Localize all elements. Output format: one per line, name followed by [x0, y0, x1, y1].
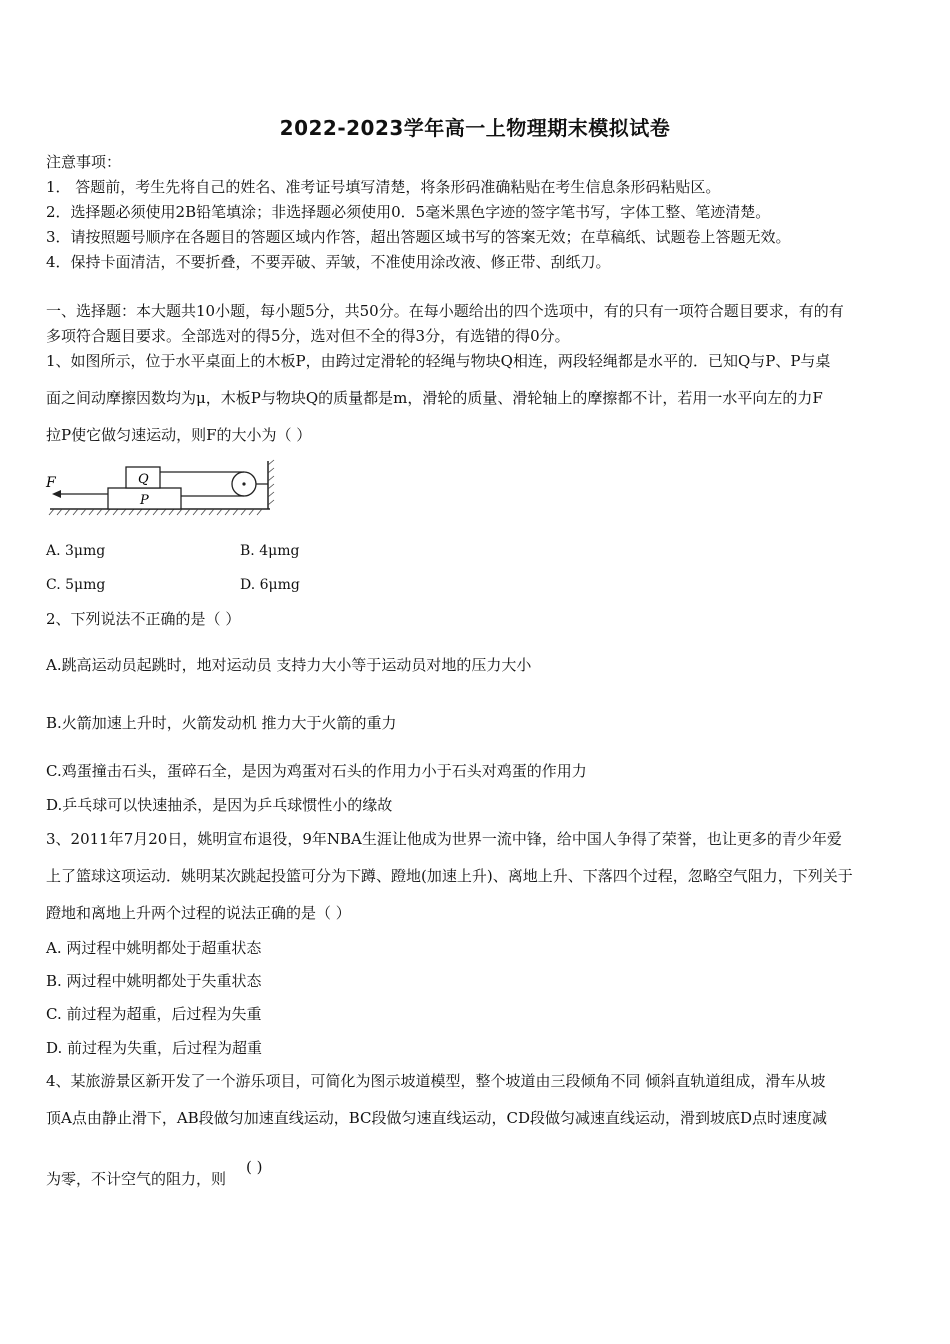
option-d[interactable]: D. 前过程为失重，后过程为超重: [46, 1039, 263, 1057]
block-p-label: P: [140, 493, 149, 508]
pulley-diagram: [44, 459, 276, 523]
option-c[interactable]: C. 5μmg: [46, 577, 106, 593]
option-a[interactable]: A. 两过程中姚明都处于超重状态: [46, 939, 262, 957]
section-instruction: 多项符合题目要求。全部选对的得5分，选对但不全的得3分，有选错的得0分。: [46, 327, 570, 345]
section-instruction: 一、选择题：本大题共10小题，每小题5分，共50分。在每小题给出的四个选项中，有的只有一项符合题目要求，有的有: [46, 302, 844, 320]
force-label: F: [46, 475, 56, 491]
option-c[interactable]: C.鸡蛋撞击石头，蛋碎石全，是因为鸡蛋对石头的作用力小于石头对鸡蛋的作用力: [46, 762, 587, 780]
question-1-stem: 1、如图所示，位于水平桌面上的木板P，由跨过定滑轮的轻绳与物块Q相连，两段轻绳都是水平的．已知Q与P、P与桌: [46, 352, 831, 370]
note-item: 3．请按照题号顺序在各题目的答题区域内作答，超出答题区域书写的答案无效；在草稿纸、试题卷上答题无效。: [46, 228, 791, 246]
option-b[interactable]: B. 4μmg: [240, 543, 300, 559]
option-a[interactable]: A.跳高运动员起跳时，地对运动员 支持力大小等于运动员对地的压力大小: [46, 656, 532, 674]
question-3-stem: 上了篮球这项运动．姚明某次跳起投篮可分为下蹲、蹬地(加速上升)、离地上升、下落四个过程，忽略空气阻力，下列关于: [46, 867, 853, 885]
question-1-stem: 面之间动摩擦因数均为μ，木板P与物块Q的质量都是m，滑轮的质量、滑轮轴上的摩擦都不计，若用一水平向左的力F: [46, 389, 823, 407]
question-1-options: [46, 577, 300, 593]
option-d[interactable]: D. 6μmg: [240, 577, 300, 593]
option-d[interactable]: D.乒乓球可以快速抽杀，是因为乒乓球惯性小的缘故: [46, 796, 393, 814]
block-q-label: Q: [138, 472, 149, 487]
question-4-stem: 为零，不计空气的阻力，则: [46, 1170, 227, 1188]
option-a[interactable]: A. 3μmg: [46, 543, 106, 559]
note-item: 1． 答题前，考生先将自己的姓名、准考证号填写清楚，将条形码准确粘贴在考生信息条形码粘贴区。: [46, 178, 721, 196]
page-title: 2022-2023学年高一上物理期末模拟试卷: [279, 116, 671, 140]
question-4-stem: 4、某旅游景区新开发了一个游乐项目，可简化为图示坡道模型，整个坡道由三段倾角不同 倾斜直轨道组成，滑车从坡: [46, 1072, 826, 1090]
answer-bracket: ( ): [246, 1158, 263, 1176]
option-b[interactable]: B. 两过程中姚明都处于失重状态: [46, 972, 262, 990]
question-1-stem: 拉P使它做匀速运动，则F的大小为（ ）: [46, 426, 312, 444]
option-b[interactable]: B.火箭加速上升时，火箭发动机 推力大于火箭的重力: [46, 714, 397, 732]
question-2-stem: 2、下列说法不正确的是（ ）: [46, 610, 241, 628]
question-4-stem: 顶A点由静止滑下，AB段做匀加速直线运动，BC段做匀速直线运动，CD段做匀减速直线运动，滑到坡底D点时速度减: [46, 1109, 828, 1127]
option-c[interactable]: C. 前过程为超重，后过程为失重: [46, 1005, 262, 1023]
question-3-stem: 3、2011年7月20日，姚明宣布退役，9年NBA生涯让他成为世界一流中锋，给中国人争得了荣誉，也让更多的青少年爱: [46, 830, 842, 848]
note-item: 4．保持卡面清洁，不要折叠，不要弄破、弄皱，不准使用涂改液、修正带、刮纸刀。: [46, 253, 611, 271]
notes-heading: 注意事项：: [46, 153, 122, 171]
question-1-options: [46, 543, 299, 559]
question-3-stem: 蹬地和离地上升两个过程的说法正确的是（ ）: [46, 904, 351, 922]
note-item: 2．选择题必须使用2B铅笔填涂；非选择题必须使用0．5毫米黑色字迹的签字笔书写，字体工整、笔迹清楚。: [46, 203, 771, 221]
